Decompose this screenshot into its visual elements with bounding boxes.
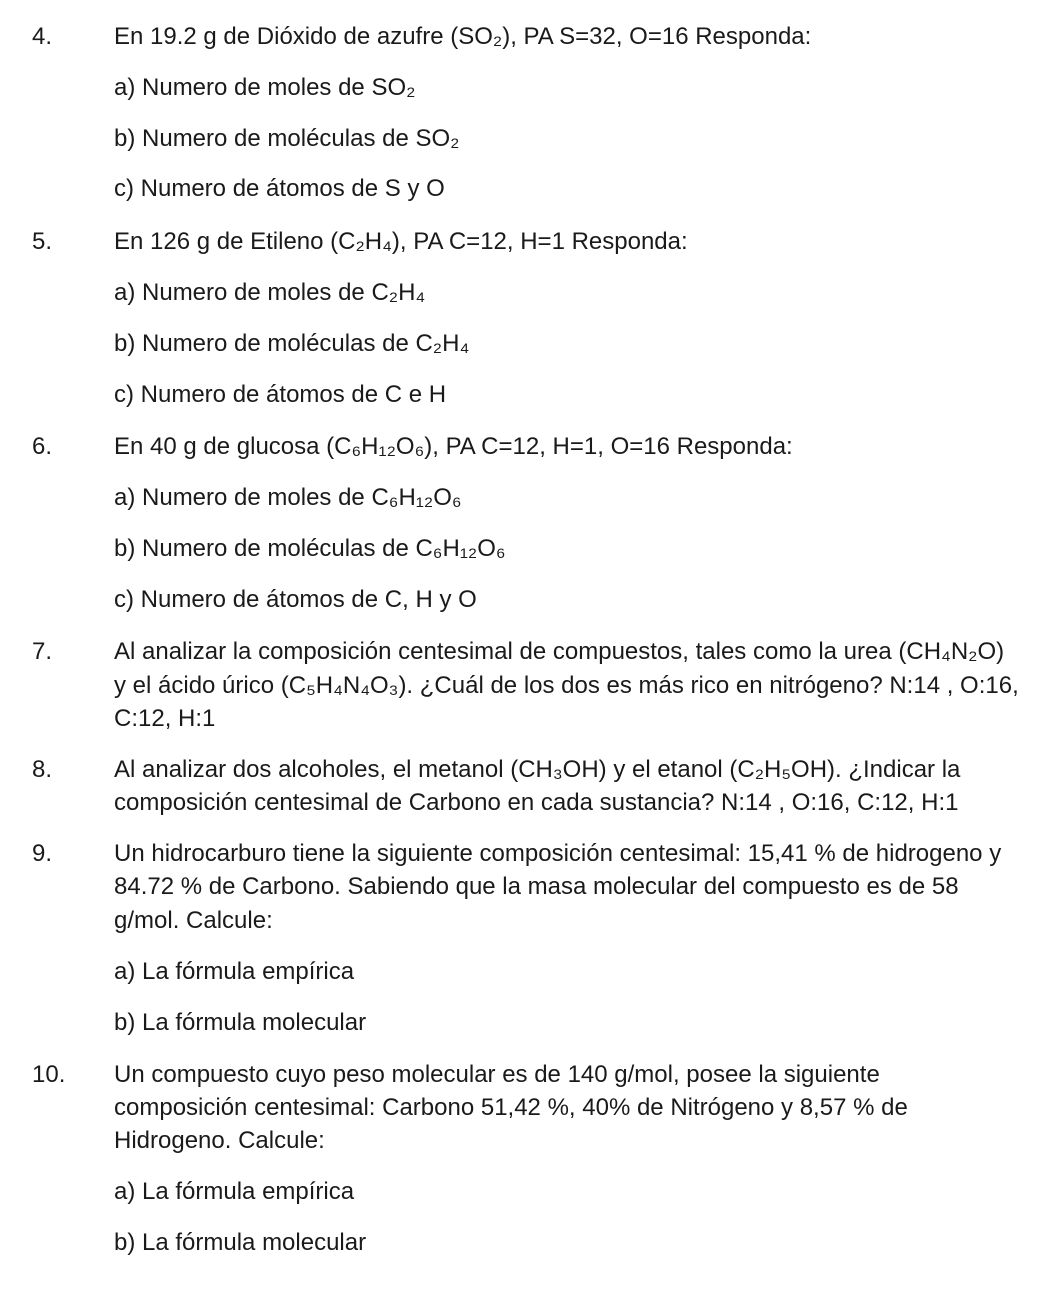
problem-4-item-a: a) Numero de moles de SO₂	[114, 74, 416, 101]
problem-10-item-b: b) La fórmula molecular	[114, 1229, 367, 1256]
problem-6-item-c: c) Numero de átomos de C, H y O	[114, 586, 477, 613]
problem-6-item-b: b) Numero de moléculas de C₆H₁₂O₆	[114, 535, 506, 562]
problem-9-line-2: 84.72 % de Carbono. Sabiendo que la masa molecular del compuesto es de 58	[114, 873, 959, 900]
problem-9-line-3: g/mol. Calcule:	[114, 907, 273, 934]
problem-7-line-2: y el ácido úrico (C₅H₄N₄O₃). ¿Cuál de los dos es más rico en nitrógeno? N:14 , O:16,	[114, 672, 1019, 699]
problem-5-item-a: a) Numero de moles de C₂H₄	[114, 279, 426, 306]
problem-4-statement: En 19.2 g de Dióxido de azufre (SO₂), PA S=32, O=16 Responda:	[114, 23, 812, 50]
problem-7-line-3: C:12, H:1	[114, 705, 216, 732]
problem-4-item-b: b) Numero de moléculas de SO₂	[114, 125, 460, 152]
problem-5-number: 5.	[32, 228, 53, 255]
problem-5-statement: En 126 g de Etileno (C₂H₄), PA C=12, H=1 Responda:	[114, 228, 688, 255]
problem-10-line-3: Hidrogeno. Calcule:	[114, 1127, 325, 1154]
problem-10-line-2: composición centesimal: Carbono 51,42 %, 40% de Nitrógeno y 8,57 % de	[114, 1094, 908, 1121]
problem-7-number: 7.	[32, 638, 53, 665]
problem-8-number: 8.	[32, 756, 53, 783]
problem-6-item-a: a) Numero de moles de C₆H₁₂O₆	[114, 484, 462, 511]
problem-8-line-2: composición centesimal de Carbono en cada sustancia? N:14 , O:16, C:12, H:1	[114, 789, 959, 816]
problem-9-item-a: a) La fórmula empírica	[114, 958, 355, 985]
problem-6-statement: En 40 g de glucosa (C₆H₁₂O₆), PA C=12, H=1, O=16 Responda:	[114, 433, 793, 460]
problem-7-line-1: Al analizar la composición centesimal de compuestos, tales como la urea (CH₄N₂O)	[114, 638, 1005, 665]
problem-10-number: 10.	[32, 1061, 66, 1088]
problem-8-line-1: Al analizar dos alcoholes, el metanol (CH₃OH) y el etanol (C₂H₅OH). ¿Indicar la	[114, 756, 961, 783]
problem-9-line-1: Un hidrocarburo tiene la siguiente composición centesimal: 15,41 % de hidrogeno y	[114, 840, 1002, 867]
problem-5-item-c: c) Numero de átomos de C e H	[114, 381, 447, 408]
problem-9-item-b: b) La fórmula molecular	[114, 1009, 367, 1036]
problem-5-item-b: b) Numero de moléculas de C₂H₄	[114, 330, 470, 357]
problem-4-item-c: c) Numero de átomos de S y O	[114, 175, 445, 202]
problem-10-item-a: a) La fórmula empírica	[114, 1178, 355, 1205]
problem-4-number: 4.	[32, 23, 53, 50]
problem-9-number: 9.	[32, 840, 53, 867]
problem-6-number: 6.	[32, 433, 53, 460]
problem-10-line-1: Un compuesto cuyo peso molecular es de 140 g/mol, posee la siguiente	[114, 1061, 880, 1088]
